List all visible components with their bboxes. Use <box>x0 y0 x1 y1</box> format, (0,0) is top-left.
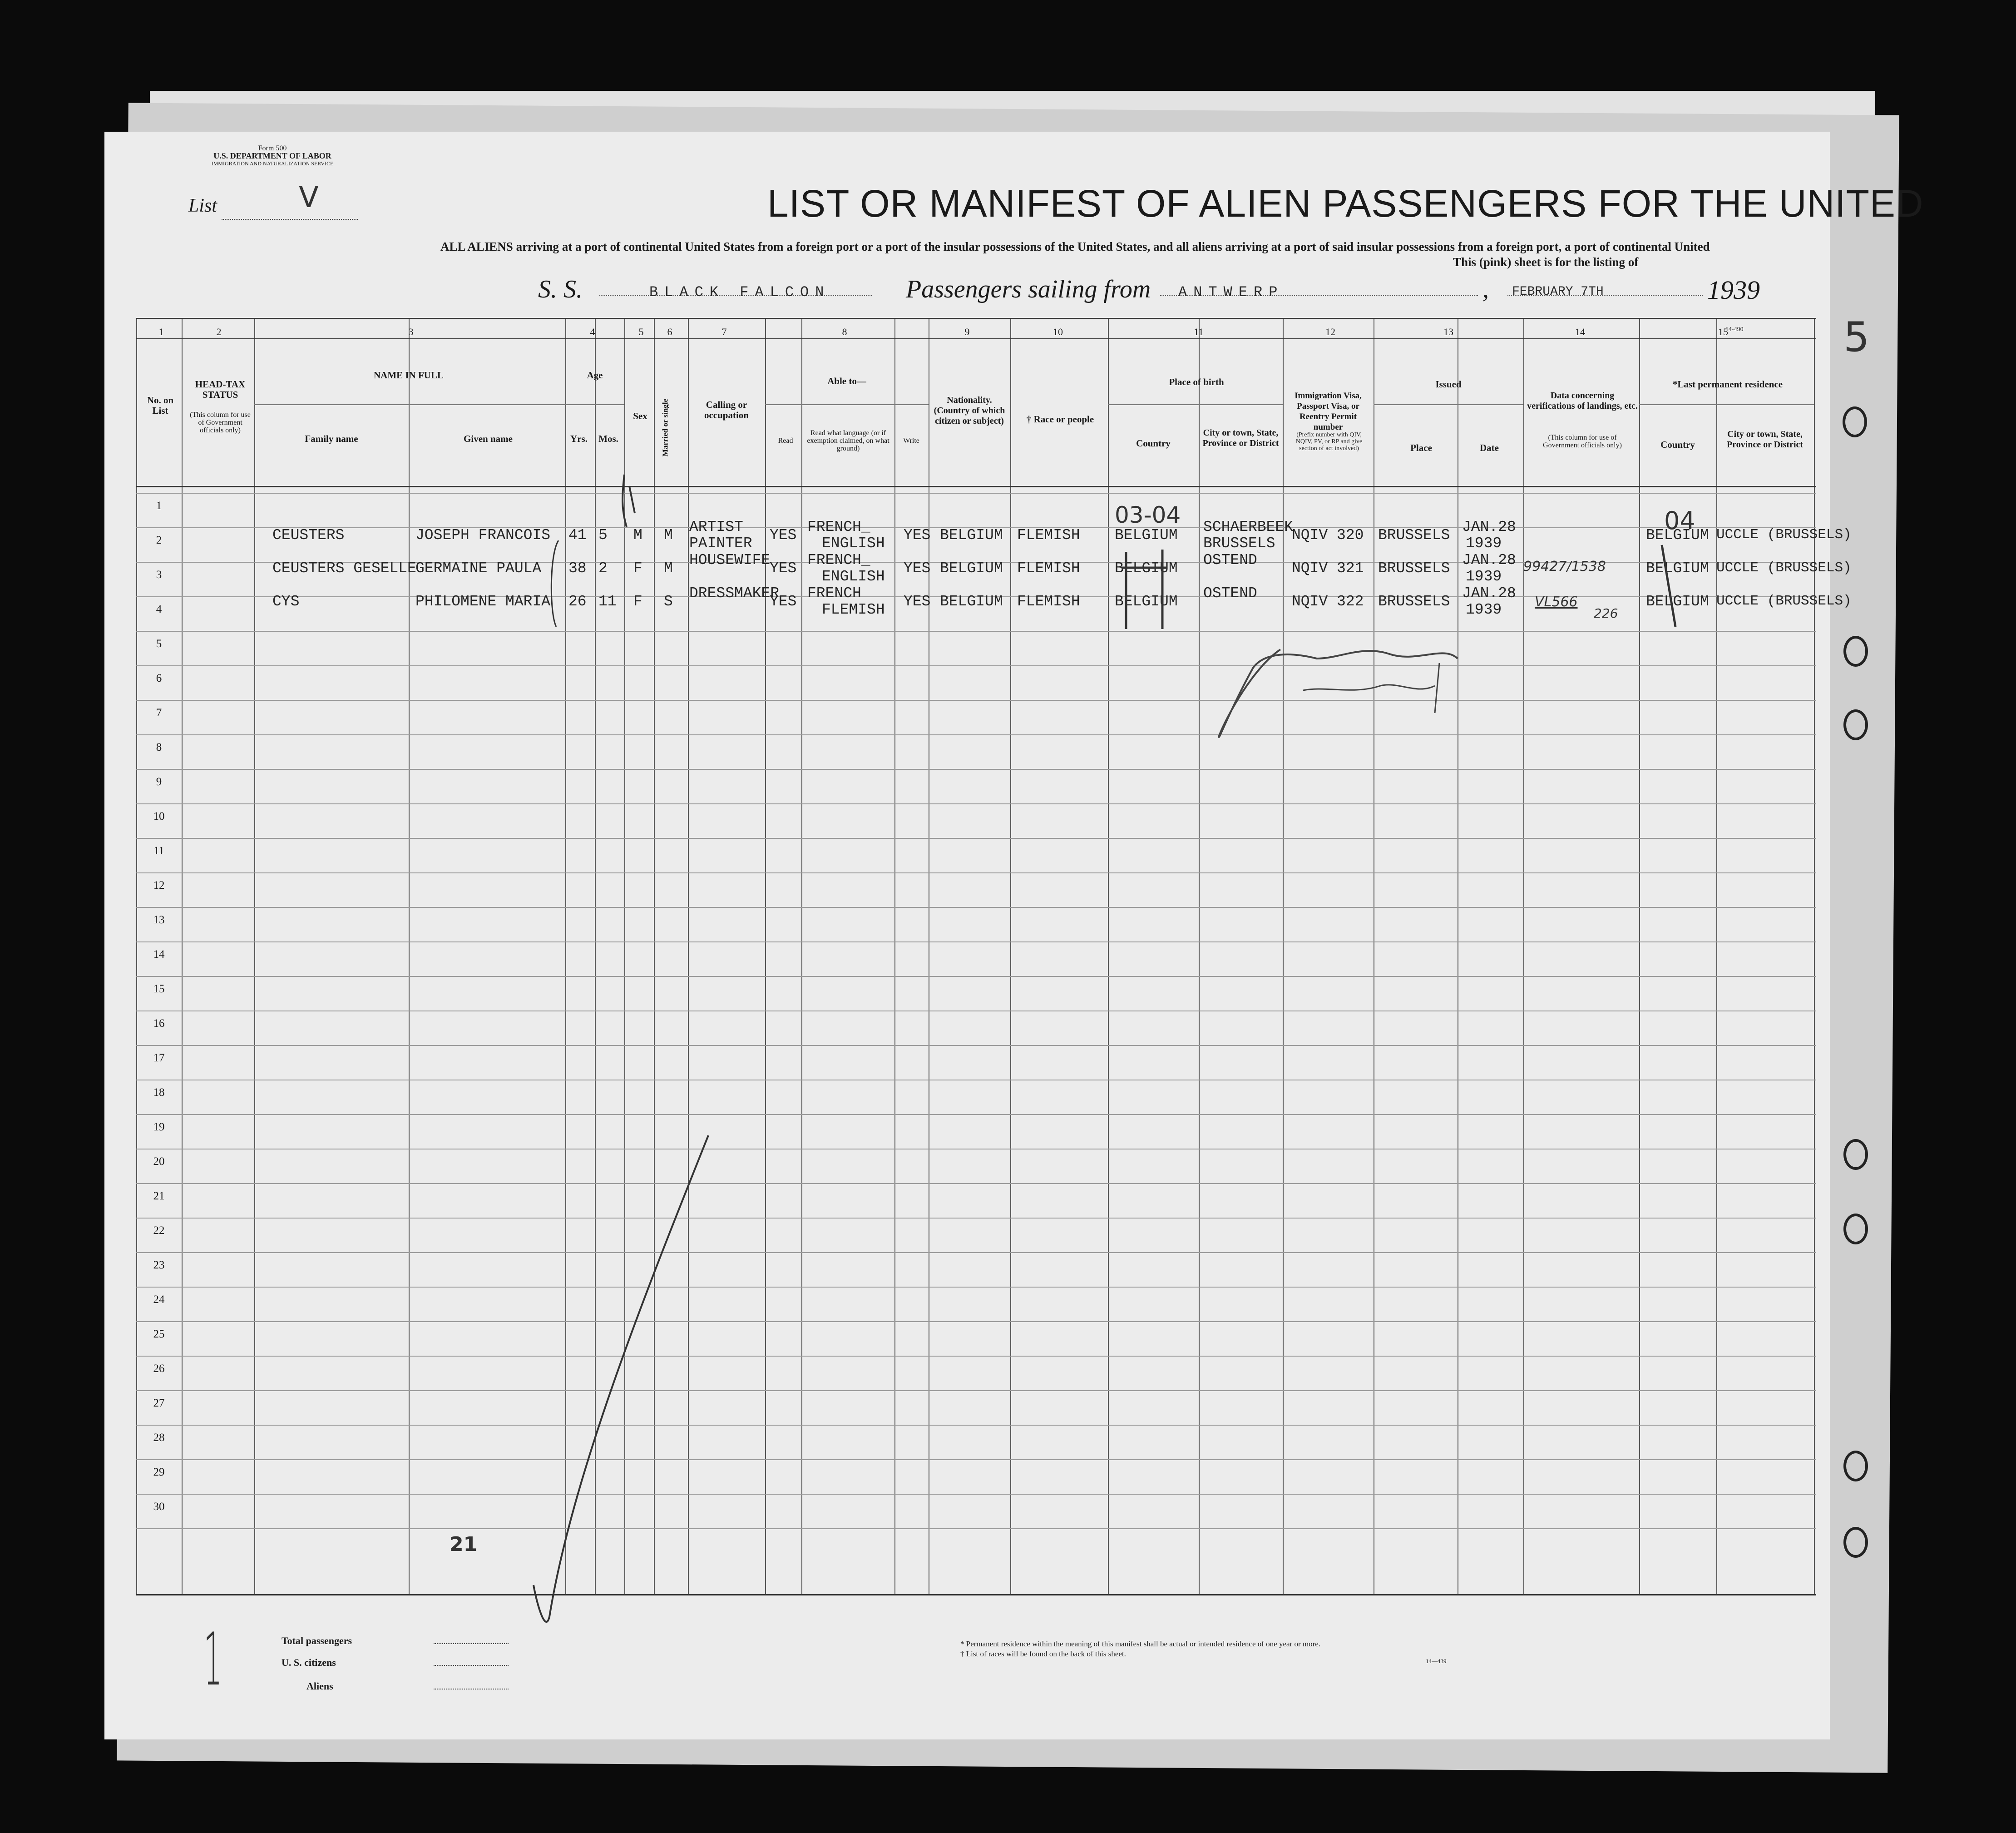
signature-stroke-2 <box>1303 663 1439 713</box>
col-num-4: 4 <box>590 326 595 337</box>
cell-year: 1939 <box>1466 535 1502 552</box>
cell-sex: M <box>633 527 642 544</box>
row-number: 26 <box>153 1362 165 1375</box>
cell-visa: NQIV 320 <box>1292 527 1364 544</box>
row-number: 8 <box>156 741 162 753</box>
cell-mos: 2 <box>598 560 608 577</box>
hdr-no-on-list: No. on List <box>147 395 174 416</box>
hdr-age: Age <box>587 370 603 381</box>
manifest-subtitle-2: This (pink) sheet is for the listing of <box>1453 255 1639 269</box>
hdr-given-name: Given name <box>464 433 513 444</box>
cell-calling: ARTIST <box>689 519 743 535</box>
col-num-15: 15 <box>1718 326 1728 337</box>
corner-mark: 5 <box>1843 313 1870 361</box>
cell-language: FRENCH <box>807 585 861 602</box>
hdr-visa: Immigration Visa, Passport Visa, or Reentry Permit number <box>1295 391 1362 432</box>
row-number: 21 <box>153 1190 165 1202</box>
service-name: IMMIGRATION AND NATURALIZATION SERVICE <box>211 160 334 167</box>
hdr-landing-note: (This column for use of Government officials only) <box>1543 434 1622 449</box>
landing-note-3: 226 <box>1594 606 1618 621</box>
cell-date: JAN.28 <box>1462 519 1516 535</box>
cell-res-country: BELGIUM <box>1646 527 1709 544</box>
cell-place: BRUSSELS <box>1378 527 1450 544</box>
row-number: 11 <box>153 845 165 857</box>
col-num-3: 3 <box>408 326 414 337</box>
row-number: 19 <box>153 1121 165 1133</box>
cell-date: JAN.28 <box>1462 585 1516 602</box>
hdr-birth-city: City or town, State, Province or District <box>1202 428 1279 448</box>
footer-code: 14—439 <box>1426 1658 1447 1665</box>
cell-sex: F <box>633 593 642 610</box>
cell-mos: 5 <box>598 527 608 544</box>
cell-place: BRUSSELS <box>1378 560 1450 577</box>
hdr-landing: Data concerning verifications of landings, etc. <box>1527 391 1638 411</box>
cell-married: M <box>664 560 673 577</box>
hdr-family-name: Family name <box>305 433 358 444</box>
cell-given: PHILOMENE MARIA <box>415 593 551 610</box>
cell-calling2: PAINTER <box>689 535 752 552</box>
row-number: 4 <box>156 603 162 615</box>
col-num-14: 14 <box>1575 326 1585 337</box>
cell-married: M <box>664 527 673 544</box>
department-name: U.S. DEPARTMENT OF LABOR <box>213 151 331 160</box>
cell-language: FRENCH_ <box>807 519 870 535</box>
hdr-race: † Race or people <box>1026 414 1094 425</box>
row-number: 1 <box>156 500 162 512</box>
cell-write: YES <box>904 527 931 544</box>
sailing-label: Passengers sailing from <box>906 275 1151 303</box>
cell-birth-city: OSTEND <box>1203 552 1257 569</box>
row-number: 14 <box>153 948 165 961</box>
list-value: V <box>299 181 319 214</box>
cell-visa: NQIV 322 <box>1292 593 1364 610</box>
cell-year: 1939 <box>1466 568 1502 585</box>
cell-yrs: 38 <box>568 560 587 577</box>
cell-calling: HOUSEWIFE <box>689 552 771 569</box>
footer-citizens-label: U. S. citizens <box>282 1657 336 1668</box>
row-number: 7 <box>156 707 162 719</box>
cell-yrs: 41 <box>568 527 587 544</box>
cell-yrs: 26 <box>568 593 587 610</box>
check-mark <box>623 475 635 527</box>
landing-note-1: 99427/1538 <box>1523 559 1606 575</box>
hdr-issued-date: Date <box>1480 442 1499 453</box>
handwritten-code: 03-04 <box>1115 502 1181 528</box>
handwritten-count: 21 <box>450 1533 478 1556</box>
row-number: 17 <box>153 1052 165 1064</box>
brace-mark <box>551 540 558 627</box>
list-label: List <box>188 195 217 216</box>
ship-name: BLACK FALCON <box>649 284 830 301</box>
row-number: 5 <box>156 638 162 650</box>
row-number: 15 <box>153 983 165 995</box>
cell-language2: FLEMISH <box>822 601 885 618</box>
hdr-calling: Calling or occupation <box>704 399 749 421</box>
col-num-8: 8 <box>842 326 847 337</box>
cell-birth-country: BELGIUM <box>1115 593 1178 610</box>
ditto-mark <box>1662 545 1675 627</box>
cell-read: YES <box>770 593 797 610</box>
tally-mark: 1 <box>203 1617 222 1702</box>
row-number: 6 <box>156 672 162 684</box>
hdr-place-of-birth: Place of birth <box>1169 377 1224 387</box>
row-number: 3 <box>156 569 162 581</box>
cell-res-city: UCCLE (BRUSSELS) <box>1716 527 1852 543</box>
row-number: 2 <box>156 534 162 546</box>
cell-res-city: UCCLE (BRUSSELS) <box>1716 560 1852 576</box>
row-number: 30 <box>153 1501 165 1513</box>
col-num-7: 7 <box>721 326 727 337</box>
small-code: 14-490 <box>1725 326 1744 333</box>
bracket-mark <box>1122 550 1167 629</box>
cell-birth-country: BELGIUM <box>1115 560 1178 577</box>
cell-write: YES <box>904 593 931 610</box>
hdr-head-tax: HEAD-TAX STATUS <box>195 379 246 400</box>
footer-citizens-field <box>434 1665 509 1666</box>
row-number: 24 <box>153 1293 165 1306</box>
row-number: 9 <box>156 776 162 788</box>
hdr-read-language: Read what language (or if exemption claimed, on what ground) <box>807 429 889 452</box>
sailing-date: FEBRUARY 7TH <box>1512 285 1604 299</box>
ss-label: S. S. <box>538 275 583 303</box>
hdr-mos: Mos. <box>598 433 618 444</box>
hdr-issued: Issued <box>1435 379 1462 390</box>
footer-total-label: Total passengers <box>282 1635 352 1646</box>
footer-note-2: † List of races will be found on the back of this sheet. <box>960 1650 1126 1658</box>
footer-note-1: * Permanent residence within the meaning of this manifest shall be actual or intended residence of one year or more. <box>960 1640 1321 1648</box>
footer-aliens-label: Aliens <box>306 1680 333 1692</box>
col-num-10: 10 <box>1053 326 1063 337</box>
col-num-5: 5 <box>638 326 644 337</box>
form-number: Form 500 <box>258 144 287 152</box>
hdr-sex: Sex <box>633 411 647 421</box>
row-number: 23 <box>153 1259 165 1271</box>
hdr-res-country: Country <box>1660 439 1695 450</box>
hdr-write: Write <box>903 437 919 445</box>
row-number: 20 <box>153 1155 165 1168</box>
handwritten-code-2: 04 <box>1664 506 1695 535</box>
cell-date: JAN.28 <box>1462 552 1516 569</box>
col-num-13: 13 <box>1443 326 1453 337</box>
manifest-title: LIST OR MANIFEST OF ALIEN PASSENGERS FOR THE UNITED <box>767 182 1924 225</box>
cell-calling: DRESSMAKER <box>689 585 780 602</box>
cell-visa: NQIV 321 <box>1292 560 1364 577</box>
row-number: 13 <box>153 914 165 926</box>
col-num-11: 11 <box>1194 326 1204 337</box>
cell-read: YES <box>770 527 797 544</box>
cell-nationality: BELGIUM <box>940 527 1003 544</box>
hdr-yrs: Yrs. <box>570 433 588 444</box>
col-num-1: 1 <box>158 326 164 337</box>
cell-married: S <box>664 593 673 610</box>
port-name: ANTWERP <box>1178 284 1284 301</box>
cell-place: BRUSSELS <box>1378 593 1450 610</box>
row-number: 27 <box>153 1397 165 1409</box>
hdr-issued-place: Place <box>1410 442 1432 453</box>
hdr-nationality: Nationality. (Country of which citizen or subject) <box>934 395 1005 426</box>
col-num-12: 12 <box>1325 326 1335 337</box>
row-number: 22 <box>153 1224 165 1237</box>
hdr-visa-note: (Prefix number with QIV, NQIV, PV, or RP and give section of act involved) <box>1295 431 1363 452</box>
cell-mos: 11 <box>598 593 617 610</box>
cell-language2: ENGLISH <box>822 535 885 552</box>
cell-sex: F <box>633 560 642 577</box>
hdr-birth-country: Country <box>1136 438 1171 449</box>
cell-res-country: BELGIUM <box>1646 593 1709 610</box>
hdr-read: Read <box>778 437 793 445</box>
manifest-subtitle: ALL ALIENS arriving at a port of continental United States from a foreign port or a port of the insular possessions of the United States, and all aliens arriving at a port of said insular possessions from a foreign port, a port of continental United <box>440 240 1710 253</box>
row-number: 16 <box>153 1017 165 1030</box>
col-num-2: 2 <box>216 326 222 337</box>
col-num-9: 9 <box>964 326 970 337</box>
cell-race: FLEMISH <box>1017 593 1080 610</box>
hdr-head-tax-note: (This column for use of Government officials only) <box>190 411 251 434</box>
cell-family: CEUSTERS GESELLE <box>272 560 416 577</box>
hdr-married: Married or single <box>661 398 670 457</box>
long-pen-stroke <box>534 1135 708 1622</box>
row-number: 28 <box>153 1432 165 1444</box>
cell-year: 1939 <box>1466 601 1502 618</box>
cell-race: FLEMISH <box>1017 527 1080 544</box>
cell-write: YES <box>904 560 931 577</box>
cell-family: CYS <box>272 593 300 610</box>
hdr-last-residence: *Last permanent residence <box>1672 379 1783 390</box>
cell-res-country: BELGIUM <box>1646 560 1709 577</box>
cell-birth-city: OSTEND <box>1203 585 1257 602</box>
cell-race: FLEMISH <box>1017 560 1080 577</box>
row-number: 25 <box>153 1328 165 1340</box>
cell-nationality: BELGIUM <box>940 593 1003 610</box>
cell-nationality: BELGIUM <box>940 560 1003 577</box>
row-number: 12 <box>153 879 165 892</box>
cell-language: FRENCH_ <box>807 552 870 569</box>
col-num-6: 6 <box>667 326 672 337</box>
cell-birth-country: BELGIUM <box>1115 527 1178 544</box>
cell-family: CEUSTERS <box>272 527 345 544</box>
cell-birth-city2: BRUSSELS <box>1203 535 1275 552</box>
signature-stroke <box>1219 649 1458 737</box>
row-number: 18 <box>153 1086 165 1099</box>
cell-language2: ENGLISH <box>822 568 885 585</box>
cell-res-city: UCCLE (BRUSSELS) <box>1716 593 1852 609</box>
hdr-name-in-full: NAME IN FULL <box>373 370 444 381</box>
row-number: 29 <box>153 1466 165 1478</box>
cell-read: YES <box>770 560 797 577</box>
cell-birth-city: SCHAERBEEK <box>1203 519 1294 535</box>
sailing-year: 1939 <box>1707 275 1760 305</box>
footer-total-field <box>434 1643 509 1644</box>
row-number: 10 <box>153 810 165 822</box>
hdr-able-to: Able to— <box>827 376 866 386</box>
cell-given: GERMAINE PAULA <box>415 560 542 577</box>
hdr-res-city: City or town, State, Province or District <box>1726 429 1804 450</box>
comma-separator: , <box>1482 275 1489 303</box>
cell-given: JOSEPH FRANCOIS <box>415 527 551 544</box>
landing-note-2: VL566 <box>1535 594 1578 610</box>
